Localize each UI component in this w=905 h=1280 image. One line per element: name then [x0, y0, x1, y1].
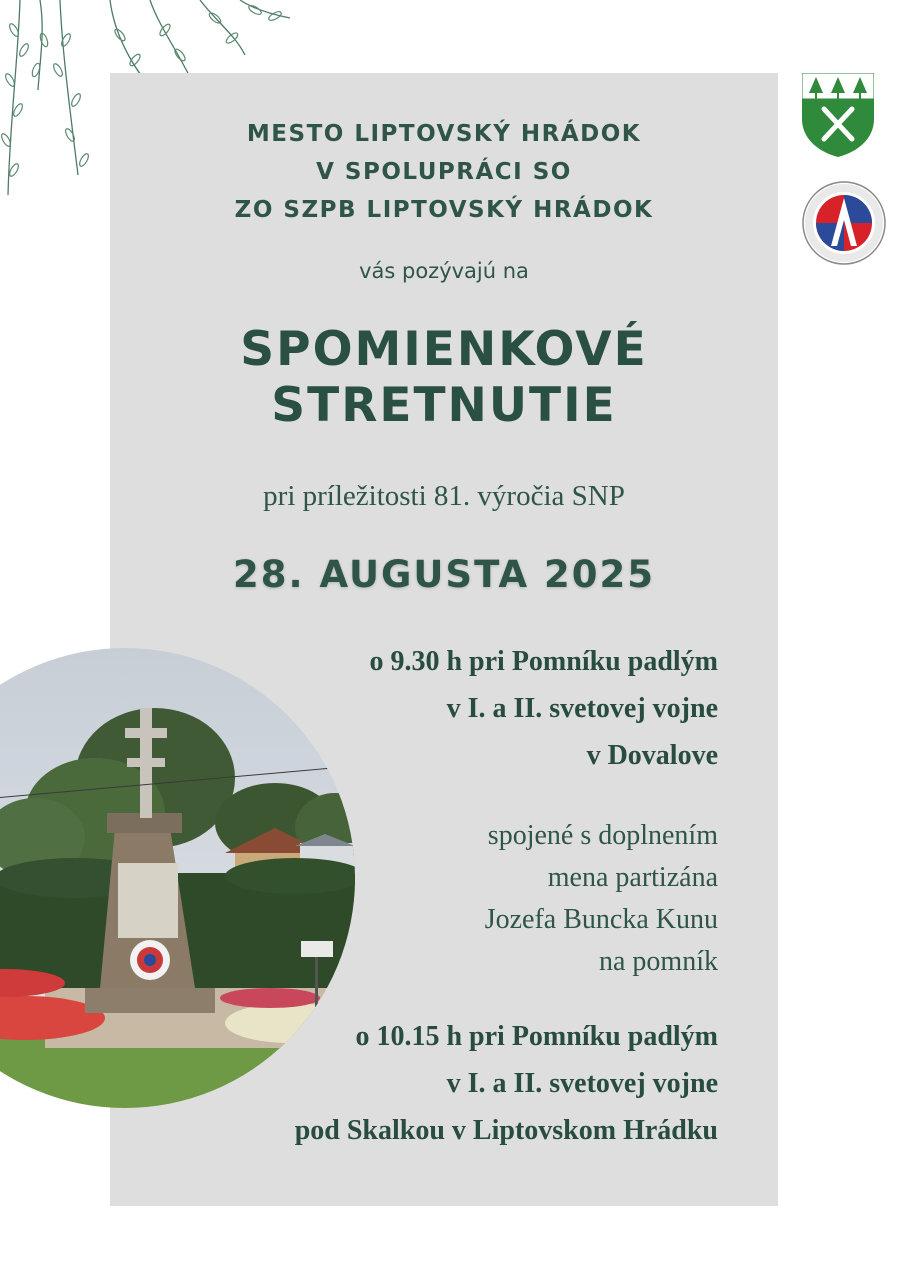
note: [485, 815, 718, 983]
note-line-2: mena partizána: [547, 862, 718, 893]
note-line-4: na pomník: [599, 946, 718, 977]
szpb-logo: [801, 180, 887, 266]
title-line-2: STRETNUTIE: [271, 378, 617, 433]
event-date: 28. AUGUSTA 2025: [233, 553, 655, 596]
title-line-1: SPOMIENKOVÉ: [240, 322, 648, 377]
note-line-1: spojené s doplnením: [487, 820, 718, 851]
event-1-line-3: v Dovalove: [586, 740, 718, 771]
note-line-3: Jozefa Buncka Kunu: [484, 904, 718, 935]
invite-text: vás pozývajú na: [359, 259, 529, 283]
event-1: [369, 638, 718, 779]
occasion-text: pri príležitosti 81. výročia SNP: [263, 480, 625, 512]
event-2-line-3: pod Skalkou v Liptovskom Hrádku: [294, 1115, 718, 1146]
event-1-line-1: o 9.30 h pri Pomníku padlým: [369, 646, 718, 677]
event-1-line-2: v I. a II. svetovej vojne: [446, 693, 718, 724]
organizer-line-2: V SPOLUPRÁCI SO: [316, 159, 572, 185]
event-2-line-2: v I. a II. svetovej vojne: [446, 1068, 718, 1099]
event-title: [110, 322, 778, 434]
organizer-line-3: ZO SZPB LIPTOVSKÝ HRÁDOK: [234, 197, 654, 223]
event-2: [295, 1013, 718, 1154]
organizers: [110, 115, 778, 229]
event-2-line-1: o 10.15 h pri Pomníku padlým: [355, 1021, 718, 1052]
organizer-line-1: MESTO LIPTOVSKÝ HRÁDOK: [246, 121, 642, 147]
coat-of-arms-logo: [802, 73, 874, 157]
